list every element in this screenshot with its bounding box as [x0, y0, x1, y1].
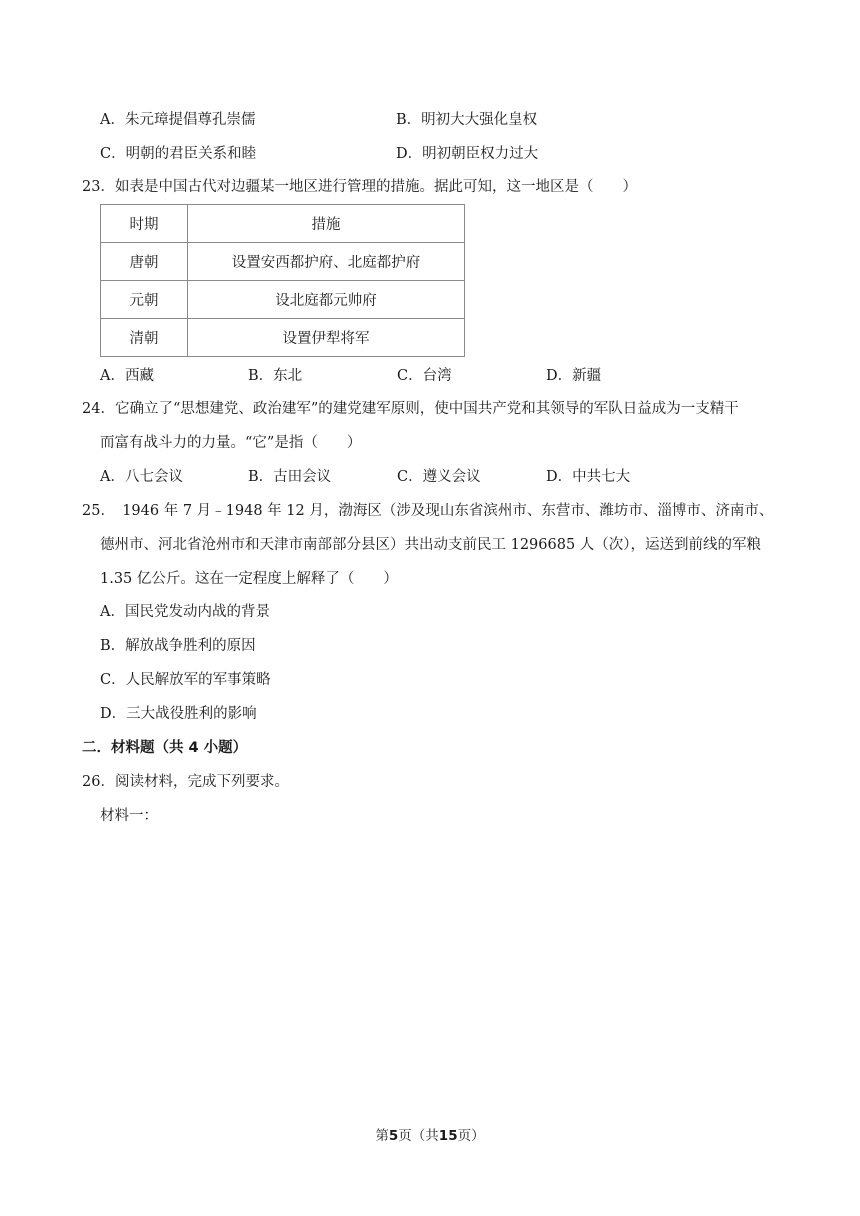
page-footer [0, 1124, 860, 1144]
table-cell: 唐朝 [101, 243, 188, 281]
footer-mid: 页（共 [398, 1128, 439, 1144]
table-cell: 设置伊犁将军 [188, 319, 465, 357]
q25-stem-line2: 德州市、河北省沧州市和天津市南部部分县区）共出动支前民工 1296685 人（次），运送到前线的军粮 [100, 537, 762, 553]
q26-material1-label: 材料一： [100, 808, 158, 824]
q23-option-d: D．新疆 [546, 368, 602, 384]
footer-suffix: 页） [457, 1128, 485, 1144]
table-row [101, 281, 465, 319]
q25-option-a: A．国民党发动内战的背景 [100, 604, 270, 620]
q23-option-a: A．西藏 [100, 368, 154, 384]
q23-option-c: C．台湾 [397, 368, 452, 384]
q24-stem-line1: 24．它确立了“思想建党、政治建军”的建党建军原则，使中国共产党和其领导的军队日益成为一支精干 [82, 401, 739, 417]
footer-page-number: 5 [388, 1128, 399, 1144]
q24-option-b: B．古田会议 [248, 469, 332, 485]
q22-option-a: A．朱元璋提倡尊孔崇儒 [100, 112, 256, 128]
q25-option-b: B．解放战争胜利的原因 [100, 638, 256, 654]
q24-option-a: A．八七会议 [100, 469, 183, 485]
q25-stem-line3: 1.35 亿公斤。这在一定程度上解释了（ ） [100, 571, 398, 587]
q22-option-b: B．明初大大强化皇权 [396, 112, 538, 128]
section-title: 二．材料题（共 4 小题） [82, 740, 248, 756]
q22-option-d: D．明初朝臣权力过大 [396, 146, 539, 162]
q23-measures-table [100, 204, 465, 357]
q23-option-b: B．东北 [248, 368, 303, 384]
q25-stem-line1: 25． 1946 年 7 月﹣1948 年 12 月，渤海区（涉及现山东省滨州市、东营市、潍坊市、淄博市、济南市、 [82, 503, 774, 519]
q25-option-d: D．三大战役胜利的影响 [100, 706, 257, 722]
table-header-measure: 措施 [188, 205, 465, 243]
q22-option-c: C．明朝的君臣关系和睦 [100, 146, 257, 162]
q24-option-d: D．中共七大 [546, 469, 631, 485]
q23-stem: 23．如表是中国古代对边疆某一地区进行管理的措施。据此可知，这一地区是（ ） [82, 179, 637, 195]
table-header-row [101, 205, 465, 243]
table-cell: 元朝 [101, 281, 188, 319]
table-cell: 清朝 [101, 319, 188, 357]
table-row [101, 319, 465, 357]
footer-prefix: 第 [375, 1128, 389, 1144]
q24-stem-line2: 而富有战斗力的力量。“它”是指（ ） [100, 435, 362, 451]
table-row [101, 243, 465, 281]
footer-total-pages: 15 [438, 1128, 458, 1144]
table-cell: 设置安西都护府、北庭都护府 [188, 243, 465, 281]
q25-option-c: C．人民解放军的军事策略 [100, 672, 271, 688]
q26-stem: 26．阅读材料，完成下列要求。 [82, 774, 289, 790]
table-header-period: 时期 [101, 205, 188, 243]
q24-option-c: C．遵义会议 [397, 469, 481, 485]
table-cell: 设北庭都元帅府 [188, 281, 465, 319]
